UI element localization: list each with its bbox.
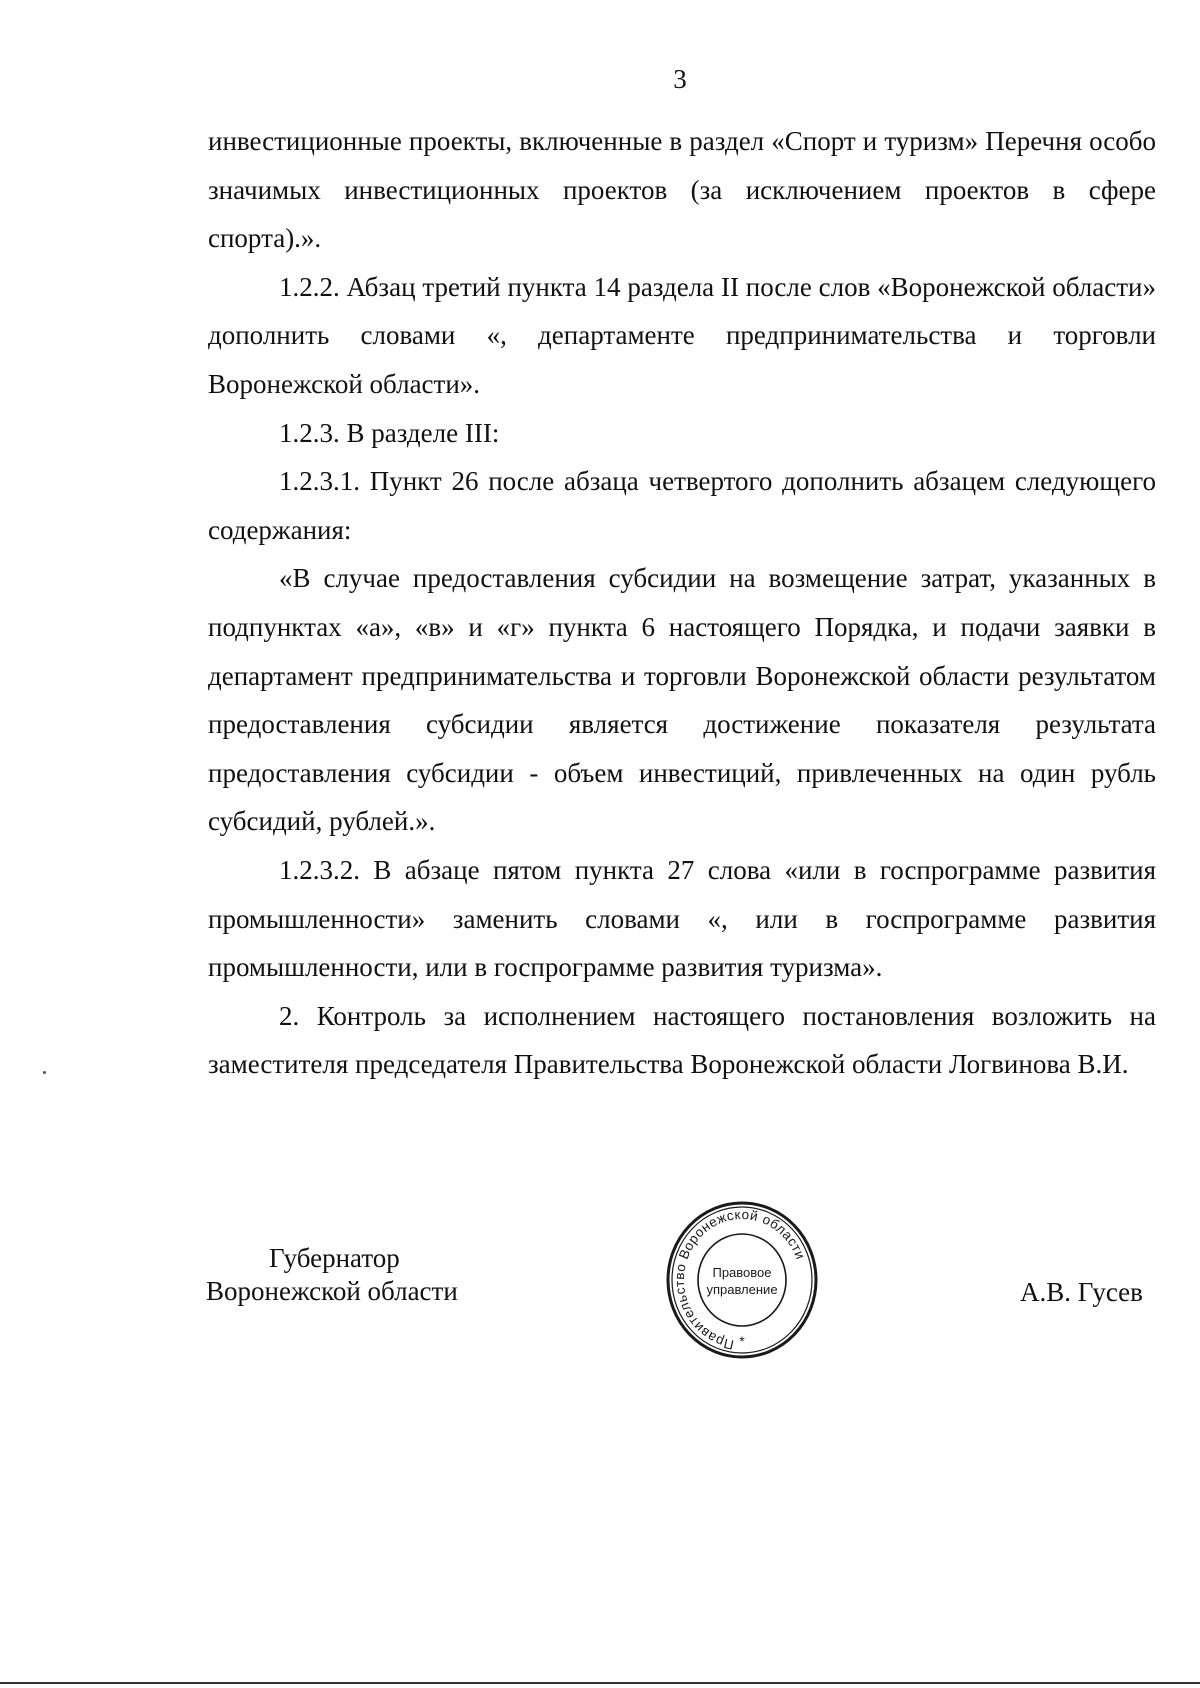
body-paragraph: 2. Контроль за исполнением настоящего постановления возложить на заместителя председателя Правительства Воронежской области Логвинова В.И. [208, 1000, 1156, 1080]
signatory-title: Губернатор [269, 1243, 400, 1273]
page-number: 3 [673, 64, 687, 94]
signatory-name: А.В. Гусев [1020, 1277, 1143, 1307]
scan-speck [43, 1071, 46, 1074]
body-paragraph: 1.2.3. В разделе III: [279, 417, 500, 448]
signatory-region: Воронежской области [206, 1276, 458, 1306]
body-paragraph: 1.2.3.2. В абзаце пятом пункта 27 слова «или в госпрограмме развития промышленности» заменить словами «, или в госпрограмме развития промышленности, или в госпрограмме развития туризма». [208, 854, 1156, 983]
seal-star: * [739, 1333, 745, 1349]
seal-ring-text: Правительство Воронежской области [671, 1206, 809, 1353]
document-body [208, 117, 1156, 1089]
signatory-position [206, 1242, 458, 1308]
official-seal [665, 1200, 819, 1360]
body-paragraph: «В случае предоставления субсидии на возмещение затрат, указанных в подпунктах «а», «в» и «г» пункта 6 настоящего Порядка, и подачи заявки в департамент предпринимательства и торговли Воронежской области результатом предоставления субсидии является достижение показателя результата предоставления субсидии - объем инвестиций, привлеченных на один рубль субсидий, рублей.». [208, 563, 1156, 837]
body-paragraph: инвестиционные проекты, включенные в раздел «Спорт и туризм» Перечня особо значимых инвестиционных проектов (за исключением проектов в сфере спорта).». [208, 126, 1156, 254]
body-paragraph: 1.2.3.1. Пункт 26 после абзаца четвертого дополнить абзацем следующего содержания: [208, 466, 1156, 545]
seal-center-line2: управление [706, 1282, 778, 1297]
seal-center-line1: Правовое [712, 1265, 772, 1280]
page-bottom-edge [0, 1682, 1200, 1684]
seal-stamp-icon [665, 1200, 819, 1360]
body-paragraph: 1.2.2. Абзац третий пункта 14 раздела II после слов «Воронежской области» дополнить словами «, департаменте предпринимательства и торговли Воронежской области». [208, 271, 1156, 399]
